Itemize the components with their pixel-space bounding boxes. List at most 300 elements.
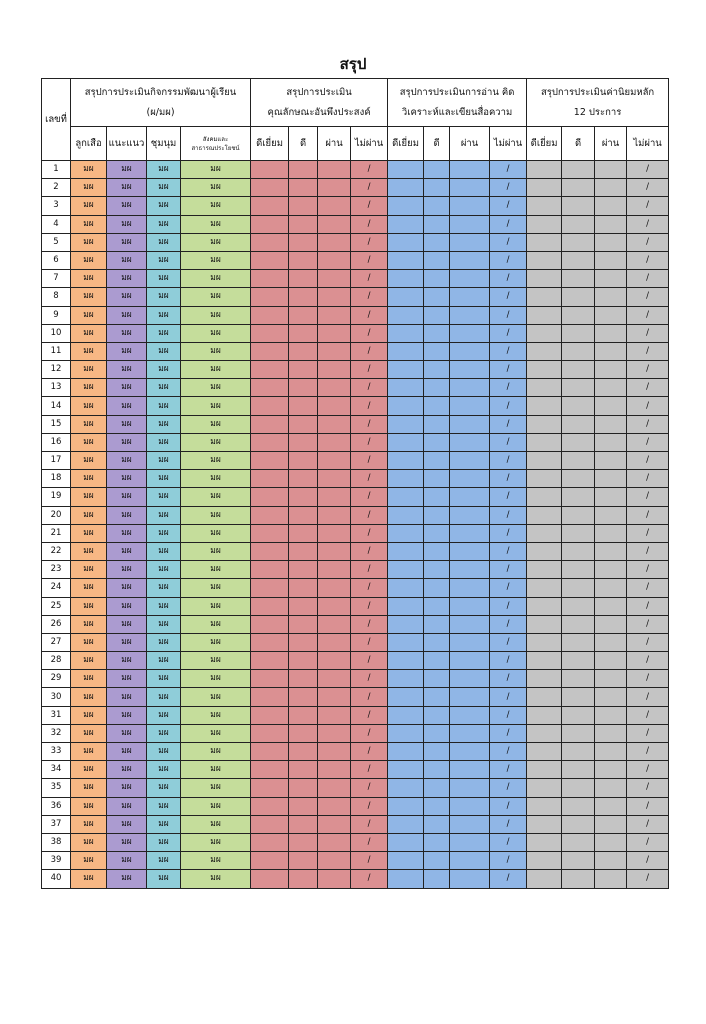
values-fail-mark: / [627,415,669,433]
student-number: 37 [42,815,71,833]
reading-level-cell [424,397,450,415]
values-level-cell [562,233,595,251]
characteristics-level-cell [289,452,318,470]
activity-result-scout: มผ [71,470,107,488]
values-fail-mark: / [627,706,669,724]
table-row [42,415,669,433]
table-row [42,233,669,251]
activity-result-scout: มผ [71,488,107,506]
header-activities-group [71,79,251,127]
reading-level-cell [388,215,424,233]
table-row [42,397,669,415]
characteristics-level-cell [289,397,318,415]
characteristics-level-cell [289,761,318,779]
values-level-cell [562,542,595,560]
reading-level-cell [424,379,450,397]
characteristics-fail-mark: / [351,161,388,179]
table-row [42,743,669,761]
table-row [42,652,669,670]
characteristics-level-cell [289,633,318,651]
header-activities-line1: สรุปการประเมินกิจกรรมพัฒนาผู้เรียน [84,86,237,98]
activity-result-scout: มผ [71,306,107,324]
values-fail-mark: / [627,161,669,179]
reading-level-cell [424,524,450,542]
values-fail-mark: / [627,779,669,797]
characteristics-level-cell [289,379,318,397]
values-level-cell [562,652,595,670]
activity-result-club: มผ [147,233,181,251]
table-row [42,688,669,706]
reading-fail-mark: / [490,706,527,724]
characteristics-level-cell [318,506,351,524]
values-level-cell [527,233,562,251]
activity-result-scout: มผ [71,706,107,724]
characteristics-level-cell [318,524,351,542]
activity-result-social: มผ [181,488,251,506]
characteristics-level-cell [289,251,318,269]
reading-level-cell [388,724,424,742]
reading-level-cell [450,524,490,542]
values-level-cell [595,233,627,251]
characteristics-level-cell [318,761,351,779]
values-level-cell [595,797,627,815]
table-row [42,542,669,560]
characteristics-level-cell [289,506,318,524]
characteristics-fail-mark: / [351,761,388,779]
characteristics-fail-mark: / [351,833,388,851]
values-level-cell [562,306,595,324]
reading-level-cell [424,870,450,888]
values-level-cell [595,524,627,542]
activity-result-club: มผ [147,488,181,506]
characteristics-level-cell [318,379,351,397]
activity-result-guidance: มผ [107,324,147,342]
activity-result-guidance: มผ [107,488,147,506]
values-level-cell [595,361,627,379]
characteristics-fail-mark: / [351,542,388,560]
characteristics-level-cell [251,761,289,779]
values-level-cell [527,415,562,433]
reading-fail-mark: / [490,615,527,633]
values-fail-mark: / [627,761,669,779]
characteristics-fail-mark: / [351,179,388,197]
reading-level-cell [424,306,450,324]
values-level-cell [595,615,627,633]
reading-level-cell [388,652,424,670]
values-level-cell [595,779,627,797]
characteristics-level-cell [251,306,289,324]
characteristics-level-cell [289,433,318,451]
characteristics-fail-mark: / [351,506,388,524]
characteristics-fail-mark: / [351,688,388,706]
activity-result-club: มผ [147,833,181,851]
reading-level-cell [424,761,450,779]
student-number: 40 [42,870,71,888]
values-level-cell [595,215,627,233]
reading-level-cell [450,506,490,524]
student-number: 11 [42,342,71,360]
reading-level-cell [424,833,450,851]
activity-result-club: มผ [147,870,181,888]
characteristics-level-cell [251,324,289,342]
characteristics-level-cell [289,488,318,506]
reading-level-cell [450,179,490,197]
reading-level-cell [450,579,490,597]
reading-level-cell [424,779,450,797]
activity-result-guidance: มผ [107,342,147,360]
activity-result-club: มผ [147,270,181,288]
values-level-cell [527,361,562,379]
activity-result-scout: มผ [71,452,107,470]
reading-level-cell [450,779,490,797]
reading-level-cell [450,815,490,833]
activity-result-social: มผ [181,233,251,251]
values-level-cell [527,506,562,524]
reading-level-cell [450,197,490,215]
reading-fail-mark: / [490,161,527,179]
activity-result-scout: มผ [71,724,107,742]
values-level-cell [595,379,627,397]
values-fail-mark: / [627,342,669,360]
characteristics-level-cell [251,615,289,633]
student-number: 39 [42,852,71,870]
activity-result-club: มผ [147,470,181,488]
activity-result-social: มผ [181,579,251,597]
reading-level-cell [388,161,424,179]
activity-result-scout: มผ [71,833,107,851]
values-level-cell [595,579,627,597]
activity-result-guidance: มผ [107,161,147,179]
reading-level-cell [388,324,424,342]
activity-result-social: มผ [181,870,251,888]
characteristics-level-cell [289,743,318,761]
student-number: 16 [42,433,71,451]
table-row [42,615,669,633]
reading-level-cell [450,652,490,670]
header-no: เลขที่ [42,79,71,161]
characteristics-level-cell [251,197,289,215]
values-level-cell [562,633,595,651]
reading-level-cell [450,870,490,888]
reading-fail-mark: / [490,306,527,324]
activity-result-guidance: มผ [107,615,147,633]
reading-level-cell [450,743,490,761]
activity-result-social: มผ [181,852,251,870]
values-level-cell [562,506,595,524]
characteristics-fail-mark: / [351,852,388,870]
values-level-cell [527,597,562,615]
reading-level-cell [424,652,450,670]
activity-result-social: มผ [181,833,251,851]
characteristics-fail-mark: / [351,724,388,742]
reading-level-cell [450,379,490,397]
characteristics-level-cell [289,197,318,215]
header-social-line2: สาธารณประโยชน์ [191,144,240,152]
values-level-cell [527,652,562,670]
activity-result-club: มผ [147,724,181,742]
characteristics-level-cell [289,688,318,706]
characteristics-level-cell [251,670,289,688]
characteristics-level-cell [318,324,351,342]
reading-level-cell [450,215,490,233]
activity-result-guidance: มผ [107,452,147,470]
reading-level-cell [450,633,490,651]
activity-result-club: มผ [147,524,181,542]
reading-level-cell [450,761,490,779]
activity-result-social: มผ [181,743,251,761]
activity-result-guidance: มผ [107,561,147,579]
reading-fail-mark: / [490,797,527,815]
reading-level-cell [424,161,450,179]
characteristics-level-cell [251,288,289,306]
activity-result-guidance: มผ [107,706,147,724]
summary-table [41,78,669,889]
activity-result-scout: มผ [71,161,107,179]
reading-fail-mark: / [490,179,527,197]
values-level-cell [595,761,627,779]
values-fail-mark: / [627,488,669,506]
activity-result-club: มผ [147,706,181,724]
activity-result-social: มผ [181,179,251,197]
reading-level-cell [388,197,424,215]
characteristics-level-cell [251,452,289,470]
header-values-level-2: ผ่าน [595,127,627,161]
activity-result-scout: มผ [71,597,107,615]
activity-result-social: มผ [181,342,251,360]
activity-result-club: มผ [147,633,181,651]
activity-result-social: มผ [181,361,251,379]
characteristics-level-cell [318,215,351,233]
characteristics-level-cell [318,161,351,179]
activity-result-social: มผ [181,597,251,615]
characteristics-level-cell [289,215,318,233]
table-row [42,342,669,360]
table-row [42,870,669,888]
table-row [42,761,669,779]
values-fail-mark: / [627,433,669,451]
characteristics-level-cell [289,870,318,888]
values-fail-mark: / [627,833,669,851]
activity-result-guidance: มผ [107,433,147,451]
characteristics-fail-mark: / [351,670,388,688]
values-level-cell [595,688,627,706]
reading-level-cell [424,233,450,251]
characteristics-level-cell [251,470,289,488]
characteristics-level-cell [318,797,351,815]
table-row [42,579,669,597]
activity-result-club: มผ [147,197,181,215]
characteristics-fail-mark: / [351,652,388,670]
header-values-line2: 12 ประการ [573,106,622,118]
characteristics-level-cell [318,579,351,597]
values-fail-mark: / [627,379,669,397]
table-row [42,833,669,851]
activity-result-scout: มผ [71,233,107,251]
characteristics-fail-mark: / [351,597,388,615]
table-row [42,852,669,870]
characteristics-level-cell [289,270,318,288]
reading-level-cell [388,761,424,779]
characteristics-fail-mark: / [351,633,388,651]
values-level-cell [562,288,595,306]
table-row [42,815,669,833]
characteristics-level-cell [251,379,289,397]
reading-fail-mark: / [490,470,527,488]
values-fail-mark: / [627,561,669,579]
student-number: 24 [42,579,71,597]
characteristics-level-cell [289,597,318,615]
activity-result-social: มผ [181,379,251,397]
values-level-cell [527,524,562,542]
characteristics-level-cell [318,724,351,742]
characteristics-level-cell [289,288,318,306]
activity-result-social: มผ [181,524,251,542]
reading-level-cell [450,306,490,324]
reading-level-cell [450,470,490,488]
activity-result-scout: มผ [71,197,107,215]
reading-fail-mark: / [490,379,527,397]
characteristics-fail-mark: / [351,415,388,433]
values-level-cell [562,561,595,579]
values-fail-mark: / [627,397,669,415]
student-number: 2 [42,179,71,197]
reading-level-cell [450,724,490,742]
reading-fail-mark: / [490,251,527,269]
reading-level-cell [388,779,424,797]
reading-fail-mark: / [490,743,527,761]
activity-result-social: มผ [181,215,251,233]
header-characteristics-line2: คุณลักษณะอันพึงประสงค์ [267,106,371,118]
characteristics-level-cell [318,815,351,833]
reading-fail-mark: / [490,561,527,579]
activity-result-club: มผ [147,324,181,342]
activity-result-club: มผ [147,561,181,579]
characteristics-level-cell [318,633,351,651]
reading-fail-mark: / [490,415,527,433]
reading-level-cell [450,161,490,179]
reading-level-cell [388,542,424,560]
values-level-cell [527,815,562,833]
student-number: 34 [42,761,71,779]
characteristics-level-cell [318,833,351,851]
values-fail-mark: / [627,233,669,251]
values-level-cell [527,179,562,197]
activity-result-social: มผ [181,288,251,306]
header-social-line1: สังคมและ [202,135,229,143]
activity-result-club: มผ [147,542,181,560]
reading-fail-mark: / [490,597,527,615]
activity-result-guidance: มผ [107,670,147,688]
table-row [42,306,669,324]
table-row [42,779,669,797]
values-level-cell [562,743,595,761]
student-number: 35 [42,779,71,797]
values-level-cell [595,724,627,742]
characteristics-level-cell [251,852,289,870]
values-fail-mark: / [627,251,669,269]
values-level-cell [595,288,627,306]
reading-level-cell [424,506,450,524]
activity-result-club: มผ [147,251,181,269]
reading-fail-mark: / [490,288,527,306]
values-level-cell [527,615,562,633]
values-level-cell [527,706,562,724]
values-level-cell [527,561,562,579]
reading-fail-mark: / [490,815,527,833]
values-level-cell [562,524,595,542]
values-level-cell [595,670,627,688]
values-level-cell [595,652,627,670]
characteristics-level-cell [251,779,289,797]
characteristics-level-cell [289,670,318,688]
table-body [42,161,669,889]
values-fail-mark: / [627,470,669,488]
reading-level-cell [388,270,424,288]
activity-result-club: มผ [147,342,181,360]
reading-level-cell [388,361,424,379]
activity-result-guidance: มผ [107,361,147,379]
characteristics-level-cell [251,342,289,360]
activity-result-guidance: มผ [107,251,147,269]
values-level-cell [562,415,595,433]
values-level-cell [562,161,595,179]
header-values-level-1: ดี [562,127,595,161]
characteristics-level-cell [251,688,289,706]
activity-result-guidance: มผ [107,724,147,742]
table-row [42,197,669,215]
values-level-cell [527,342,562,360]
header-values-line1: สรุปการประเมินค่านิยมหลัก [540,86,655,98]
reading-level-cell [388,797,424,815]
reading-level-cell [424,415,450,433]
activity-result-scout: มผ [71,342,107,360]
activity-result-club: มผ [147,743,181,761]
values-fail-mark: / [627,724,669,742]
characteristics-fail-mark: / [351,615,388,633]
values-level-cell [527,488,562,506]
activity-result-scout: มผ [71,542,107,560]
activity-result-scout: มผ [71,743,107,761]
activity-result-social: มผ [181,688,251,706]
values-level-cell [527,743,562,761]
reading-level-cell [450,542,490,560]
characteristics-level-cell [318,688,351,706]
student-number: 12 [42,361,71,379]
reading-fail-mark: / [490,633,527,651]
reading-level-cell [388,233,424,251]
characteristics-level-cell [318,179,351,197]
characteristics-fail-mark: / [351,561,388,579]
reading-level-cell [424,433,450,451]
characteristics-level-cell [318,361,351,379]
activity-result-club: มผ [147,779,181,797]
activity-result-social: มผ [181,652,251,670]
characteristics-level-cell [289,779,318,797]
reading-fail-mark: / [490,452,527,470]
values-level-cell [527,452,562,470]
characteristics-fail-mark: / [351,288,388,306]
characteristics-fail-mark: / [351,870,388,888]
reading-level-cell [388,342,424,360]
values-level-cell [562,433,595,451]
characteristics-level-cell [251,415,289,433]
activity-result-club: มผ [147,579,181,597]
values-level-cell [562,706,595,724]
characteristics-level-cell [251,233,289,251]
activity-result-social: มผ [181,815,251,833]
characteristics-level-cell [318,706,351,724]
values-fail-mark: / [627,179,669,197]
